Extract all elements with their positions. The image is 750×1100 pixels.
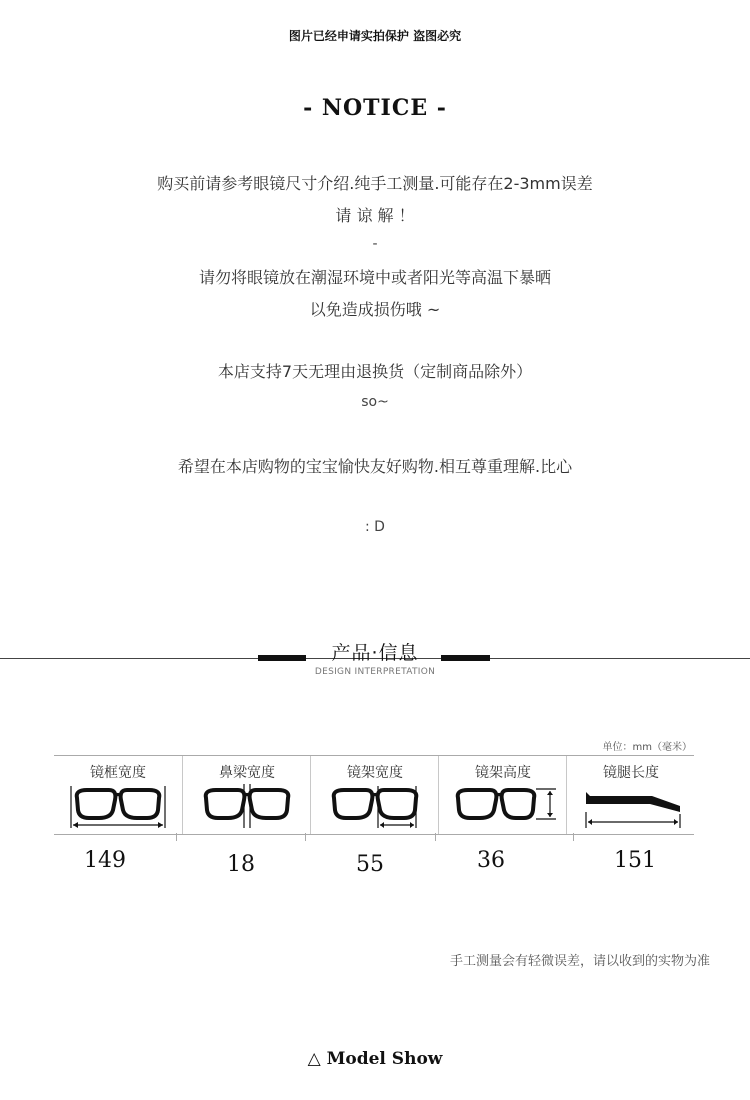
temple-length-icon bbox=[576, 784, 686, 830]
lens-width-icon bbox=[320, 784, 430, 830]
notice-line-5: 以免造成损伤哦 ~ bbox=[309, 300, 441, 319]
measurement-value-lens-height: 36 bbox=[477, 848, 505, 873]
column-tick bbox=[435, 833, 436, 841]
frame-width-icon bbox=[63, 784, 173, 830]
unit-label: 单位：mm（毫米） bbox=[602, 742, 692, 753]
measurement-label: 镜腿长度 bbox=[603, 765, 659, 781]
notice-line-4: 请勿将眼镜放在潮湿环境中或者阳光等高温下暴晒 bbox=[198, 268, 551, 287]
section-subtitle: DESIGN INTERPRETATION bbox=[314, 667, 436, 677]
notice-line-3: - bbox=[372, 236, 378, 252]
notice-title: - NOTICE - bbox=[303, 95, 447, 121]
notice-line-6: 本店支持7天无理由退换货（定制商品除外） bbox=[217, 362, 533, 381]
measurement-row bbox=[54, 755, 694, 835]
column-tick bbox=[176, 833, 177, 841]
notice-line-8: 希望在本店购物的宝宝愉快友好购物.相互尊重理解.比心 bbox=[177, 457, 573, 476]
notice-line-7: so~ bbox=[361, 394, 389, 410]
measurement-cell-lens-width bbox=[310, 756, 438, 834]
model-show-heading: △ Model Show bbox=[307, 1049, 443, 1069]
lens-height-icon bbox=[448, 784, 558, 830]
measurement-label: 镜架宽度 bbox=[347, 765, 403, 781]
watermark-text: 图片已经申请实拍保护 盗图必究 bbox=[288, 29, 462, 43]
measurement-value-temple-length: 151 bbox=[614, 848, 656, 873]
notice-line-9: : D bbox=[365, 519, 385, 535]
measurement-label: 鼻梁宽度 bbox=[219, 765, 275, 781]
bridge-width-icon bbox=[192, 784, 302, 830]
section-title: 产品·信息 bbox=[331, 642, 419, 664]
measurement-value-lens-width: 55 bbox=[356, 852, 384, 877]
measurement-cell-temple-length bbox=[566, 756, 694, 834]
measurement-label: 镜架高度 bbox=[475, 765, 531, 781]
measurement-cell-lens-height bbox=[438, 756, 566, 834]
notice-line-1: 购买前请参考眼镜尺寸介绍.纯手工测量.可能存在2-3mm误差 bbox=[157, 174, 593, 193]
measurement-cell-bridge-width bbox=[182, 756, 310, 834]
column-tick bbox=[305, 833, 306, 841]
notice-line-2: 请 谅 解 ！ bbox=[335, 206, 415, 225]
measurement-value-frame-width: 149 bbox=[84, 848, 126, 873]
measurement-value-bridge-width: 18 bbox=[227, 852, 255, 877]
measurement-cell-frame-width bbox=[54, 756, 182, 834]
measurement-label: 镜框宽度 bbox=[90, 765, 146, 781]
column-tick bbox=[573, 833, 574, 841]
measurement-footnote: 手工测量会有轻微误差，请以收到的实物为准 bbox=[449, 954, 710, 969]
